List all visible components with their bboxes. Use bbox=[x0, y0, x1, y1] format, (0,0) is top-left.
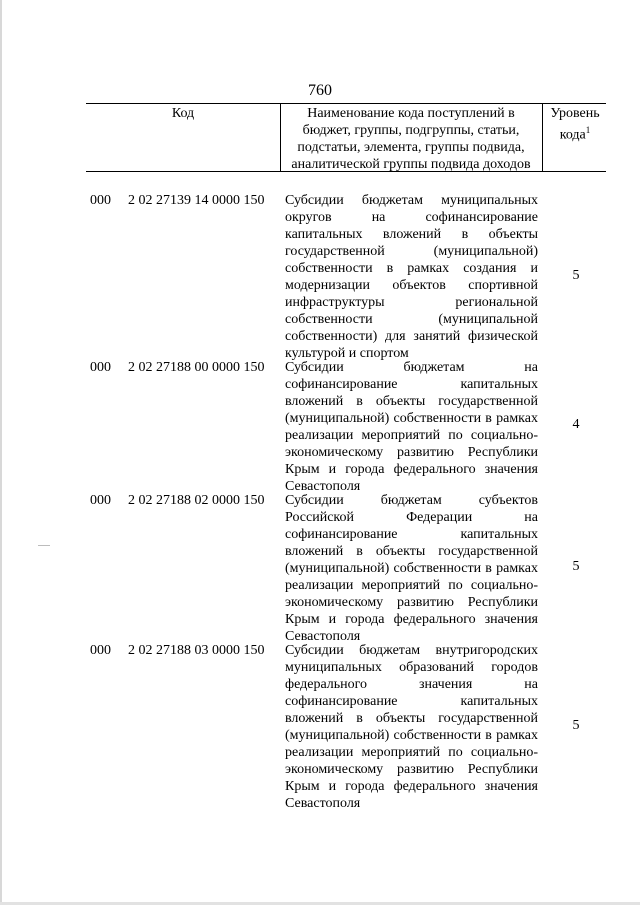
scan-edge-left bbox=[0, 0, 2, 905]
income-code: 2 02 27188 02 0000 150 bbox=[128, 493, 265, 508]
header-level-text: Уровень кода bbox=[550, 106, 600, 143]
header-code: Код bbox=[171, 106, 195, 121]
page-number: 760 bbox=[308, 82, 332, 99]
table-header bbox=[86, 103, 606, 171]
income-code: 2 02 27139 14 0000 150 bbox=[128, 193, 265, 208]
income-code: 2 02 27188 03 0000 150 bbox=[128, 643, 265, 658]
code-level: 4 bbox=[572, 417, 580, 432]
admin-code: 000 bbox=[90, 643, 111, 658]
income-name: Субсидии бюджетам муниципальных округов на софинансирование капитальных вложений в объекты государственной (муниципальной) собственности в рамках создания и модернизации объектов спортивной инфраструктуры региональной собственности (муниципальной собственности) для занятий физической культурой и спортом bbox=[285, 193, 538, 361]
header-divider-1 bbox=[280, 103, 281, 171]
admin-code: 000 bbox=[90, 493, 111, 508]
footnote-marker: 1 bbox=[585, 125, 591, 135]
header-divider-2 bbox=[542, 103, 543, 171]
income-name: Субсидии бюджетам субъектов Российской Федерации на софинансирование капитальных вложений в объекты государственной (муниципальной) собственности в рамках реализации мероприятий по социально-экономическому развитию Республики Крым и города федерального значения Севастополя bbox=[285, 493, 538, 644]
header-level bbox=[544, 105, 606, 144]
header-top-rule bbox=[86, 103, 606, 104]
admin-code: 000 bbox=[90, 360, 111, 375]
code-level: 5 bbox=[572, 718, 580, 733]
income-code: 2 02 27188 00 0000 150 bbox=[128, 360, 265, 375]
code-level: 5 bbox=[572, 559, 580, 574]
admin-code: 000 bbox=[90, 193, 111, 208]
header-name: Наименование кода поступлений в бюджет, группы, подгруппы, статьи, подстатьи, элемента, группы подвида, аналитической группы подвида доходов bbox=[291, 106, 531, 172]
scan-artifact bbox=[38, 545, 50, 546]
income-name: Субсидии бюджетам внутригородских муниципальных образований городов федерального значения на софинансирование капитальных вложений в объекты государственной (муниципальной) собственности в рамках реализации мероприятий по социально-экономическому развитию Республики Крым и города федерального значения Севастополя bbox=[285, 643, 538, 811]
code-level: 5 bbox=[572, 268, 580, 283]
income-name: Субсидии бюджетам на софинансирование капитальных вложений в объекты государственной (муниципальной) собственности в рамках реализации мероприятий по социально-экономическому развитию Республики Крым и города федерального значения Севастополя bbox=[285, 360, 538, 494]
